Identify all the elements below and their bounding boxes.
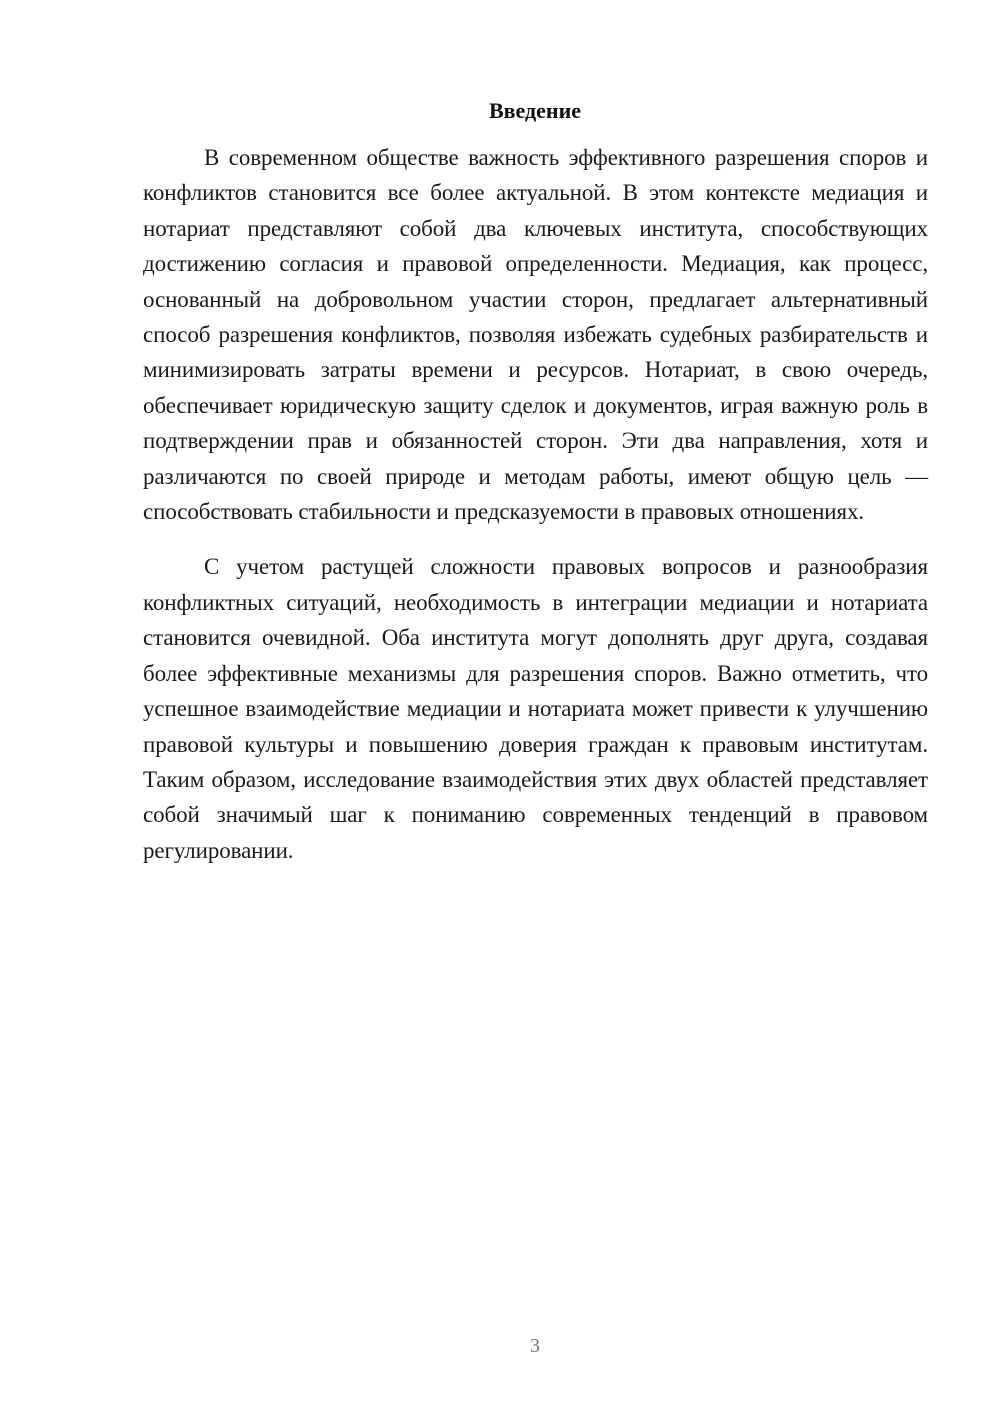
paragraph-1: В современном обществе важность эффективного разрешения споров и конфликтов становится все более актуальной. В этом контексте медиация и нотариат представляют собой два ключевых института, способствующих достижению согласия и правовой определенности. Медиация, как процесс, основанный на добровольном участии сторон, предлагает альтернативный способ разрешения конфликтов, позволяя избежать судебных разбирательств и минимизировать затраты времени и ресурсов. Нотариат, в свою очередь, обеспечивает юридическую защиту сделок и документов, играя важную роль в подтверждении прав и обязанностей сторон. Эти два направления, хотя и различаются по своей природе и методам работы, имеют общую цель — способствовать стабильности и предсказуемости в правовых отношениях. [143, 145, 928, 525]
section-heading: Введение [488, 98, 582, 123]
page-number: 3 [530, 1335, 540, 1357]
paragraph-2: С учетом растущей сложности правовых вопросов и разнообразия конфликтных ситуаций, необходимость в интеграции медиации и нотариата становится очевидной. Оба института могут дополнять друг друга, создавая более эффективные механизмы для разрешения споров. Важно отметить, что успешное взаимодействие медиации и нотариата может привести к улучшению правовой культуры и повышению доверия граждан к правовым институтам. Таким образом, исследование взаимодействия этих двух областей представляет собой значимый шаг к пониманию современных тенденций в правовом регулировании. [143, 554, 928, 863]
body-text [143, 140, 928, 868]
